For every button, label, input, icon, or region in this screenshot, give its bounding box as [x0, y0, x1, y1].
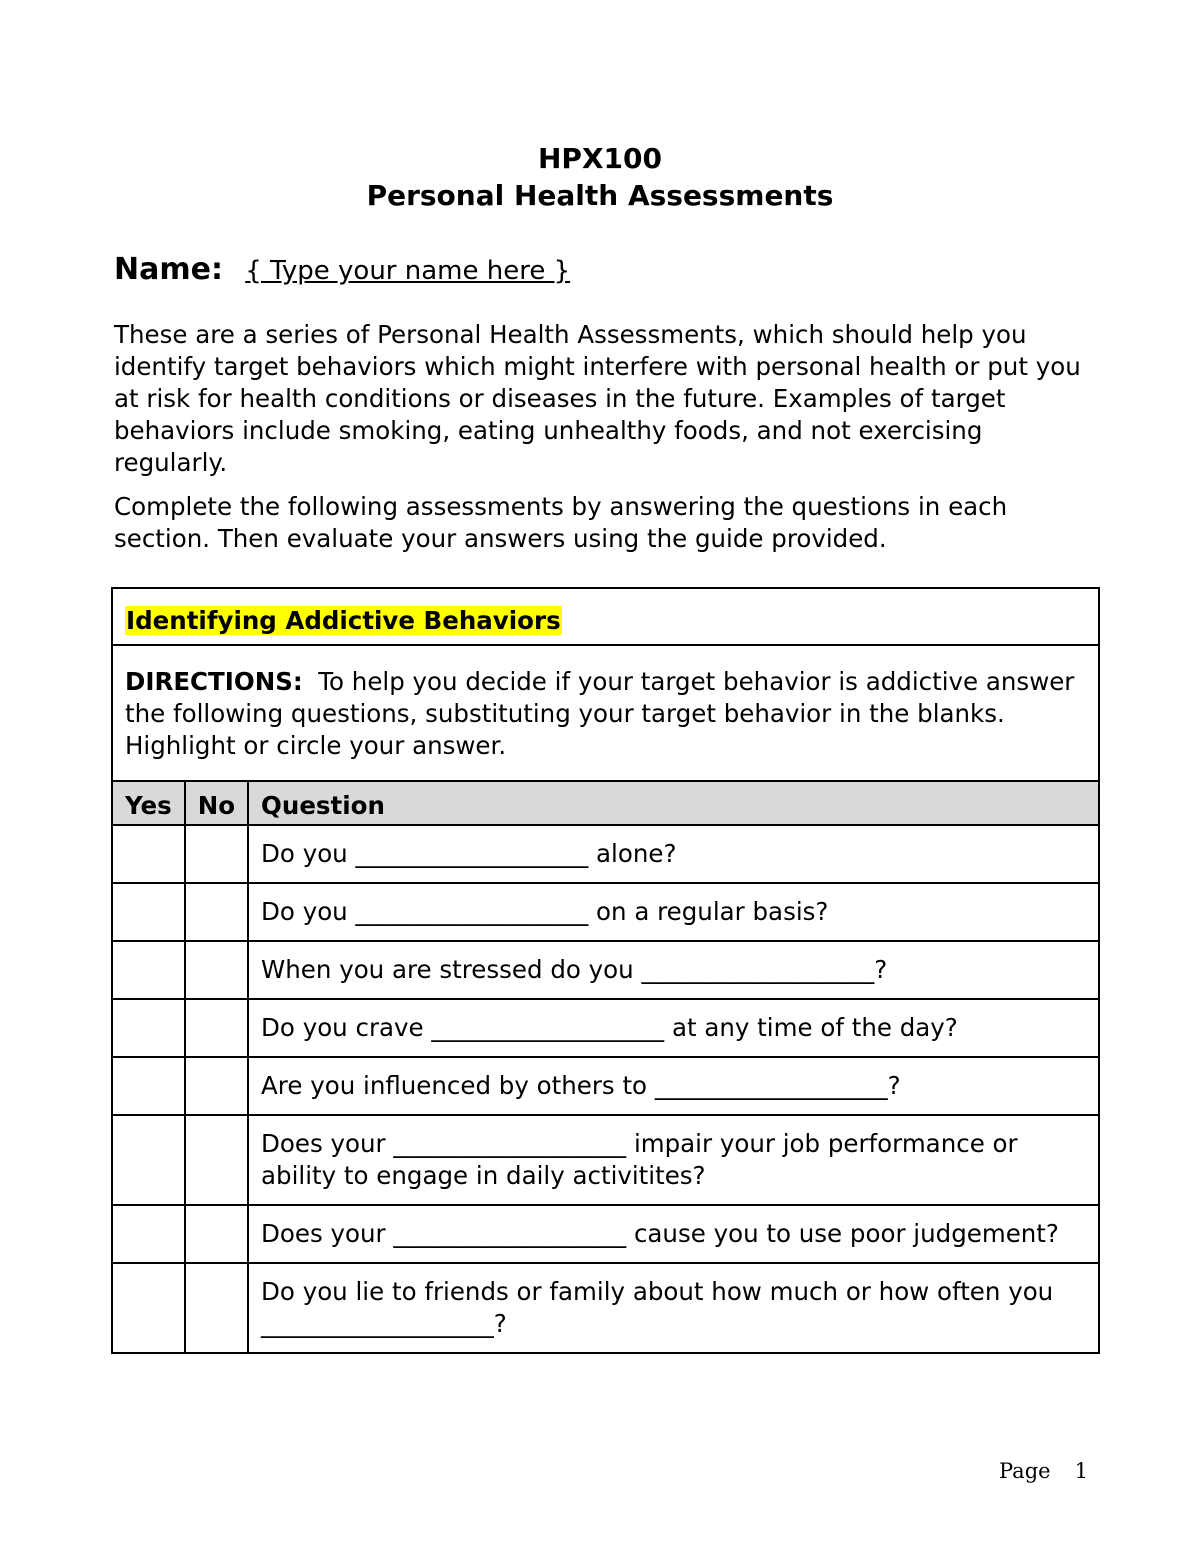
question-row — [112, 1205, 1099, 1263]
yes-answer-cell[interactable] — [112, 1205, 185, 1263]
column-header-row — [112, 781, 1099, 825]
yes-answer-cell[interactable] — [112, 883, 185, 941]
no-answer-cell[interactable] — [185, 941, 248, 999]
document-title: Personal Health Assessments — [366, 179, 834, 212]
question-row — [112, 1057, 1099, 1115]
question-row — [112, 883, 1099, 941]
page-footer — [999, 1456, 1088, 1486]
question-text: Are you influenced by others to ___________________? — [248, 1057, 1099, 1115]
document-header — [0, 140, 1200, 214]
name-field[interactable]: { Type your name here } — [245, 256, 571, 286]
assessment-table — [111, 587, 1100, 1354]
page-label: Page — [999, 1459, 1051, 1483]
no-answer-cell[interactable] — [185, 1263, 248, 1353]
no-answer-cell[interactable] — [185, 1057, 248, 1115]
column-header-yes: Yes — [112, 781, 185, 825]
question-text: Does your ___________________ cause you to use poor judgement? — [248, 1205, 1099, 1263]
directions-text: To help you decide if your target behavior is addictive answer the following questions, substituting your target behavior in the blanks. Highlight or circle your answer. — [125, 667, 1083, 760]
question-row — [112, 1263, 1099, 1353]
yes-answer-cell[interactable] — [112, 1115, 185, 1205]
yes-answer-cell[interactable] — [112, 999, 185, 1057]
question-text: Do you lie to friends or family about how much or how often you ___________________? — [248, 1263, 1099, 1353]
directions-label: DIRECTIONS: — [125, 667, 303, 696]
assessment-title-cell — [112, 588, 1099, 645]
column-header-question: Question — [248, 781, 1099, 825]
question-row — [112, 1115, 1099, 1205]
question-text: Does your ___________________ impair your job performance or ability to engage in daily activitites? — [248, 1115, 1099, 1205]
yes-answer-cell[interactable] — [112, 941, 185, 999]
question-text: When you are stressed do you ___________________? — [248, 941, 1099, 999]
course-code: HPX100 — [538, 142, 662, 175]
no-answer-cell[interactable] — [185, 1205, 248, 1263]
no-answer-cell[interactable] — [185, 1115, 248, 1205]
page-number: 1 — [1074, 1459, 1088, 1483]
intro-paragraph-2: Complete the following assessments by answering the questions in each section. Then evaluate your answers using the guide provided. — [114, 492, 1008, 553]
assessment-title: Identifying Addictive Behaviors — [126, 606, 561, 635]
no-answer-cell[interactable] — [185, 825, 248, 883]
question-text: Do you ___________________ on a regular basis? — [248, 883, 1099, 941]
yes-answer-cell[interactable] — [112, 825, 185, 883]
yes-answer-cell[interactable] — [112, 1263, 185, 1353]
question-row — [112, 999, 1099, 1057]
question-text: Do you crave ___________________ at any time of the day? — [248, 999, 1099, 1057]
column-header-no: No — [185, 781, 248, 825]
yes-answer-cell[interactable] — [112, 1057, 185, 1115]
question-row — [112, 825, 1099, 883]
question-text: Do you ___________________ alone? — [248, 825, 1099, 883]
name-line — [114, 250, 570, 291]
directions-cell — [112, 645, 1099, 781]
no-answer-cell[interactable] — [185, 883, 248, 941]
no-answer-cell[interactable] — [185, 999, 248, 1057]
name-label: Name: — [114, 252, 223, 287]
question-row — [112, 941, 1099, 999]
intro-paragraph-1: These are a series of Personal Health Assessments, which should help you identify target behaviors which might interfere with personal health or put you at risk for health conditions or diseases in the future. Examples of target behaviors include smoking, eating unhealthy foods, and not exercising regularly. — [114, 320, 1081, 477]
